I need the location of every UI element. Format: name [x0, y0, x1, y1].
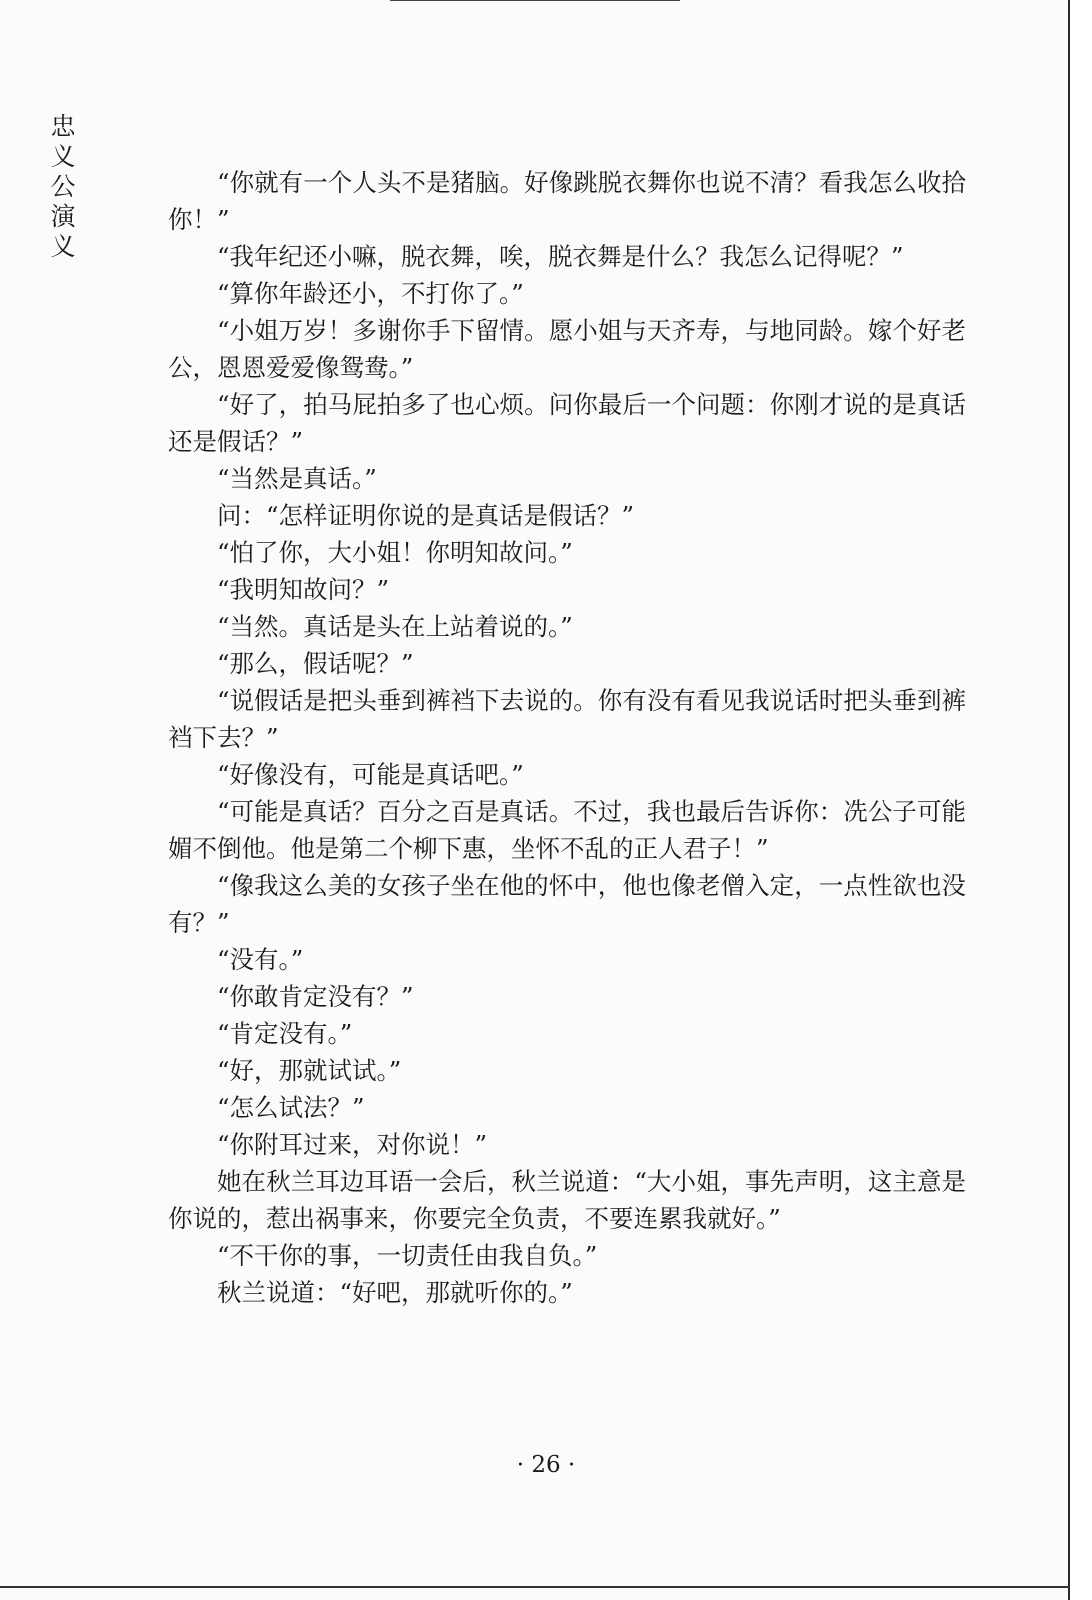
paragraph: “可能是真话？百分之百是真话。不过，我也最后告诉你：冼公子可能媚不倒他。他是第二个柳下惠，坐怀不乱的正人君子！”	[168, 797, 966, 863]
paragraph: “像我这么美的女孩子坐在他的怀中，他也像老僧入定，一点性欲也没有？”	[168, 871, 966, 937]
paragraph: “好像没有，可能是真话吧。”	[217, 760, 524, 789]
paragraph: “小姐万岁！多谢你手下留情。愿小姐与天齐寿，与地同龄。嫁个好老公，恩恩爱爱像鸳鸯。”	[168, 316, 966, 382]
paragraph: “算你年龄还小，不打你了。”	[217, 279, 524, 308]
paragraph: “肯定没有。”	[217, 1019, 353, 1048]
paragraph: “你就有一个人头不是猪脑。好像跳脱衣舞你也说不清？看我怎么收拾你！”	[168, 168, 966, 234]
body-text	[168, 164, 966, 1311]
paragraph: 问：“怎样证明你说的是真话是假话？”	[217, 501, 635, 530]
paragraph: “那么，假话呢？”	[217, 649, 414, 678]
paragraph: “没有。”	[217, 945, 304, 974]
paragraph: “好，那就试试。”	[217, 1056, 402, 1085]
paragraph: “当然。真话是头在上站着说的。”	[217, 612, 573, 641]
page-number: · 26 ·	[516, 1452, 576, 1478]
paragraph: “怎么试法？”	[217, 1093, 365, 1122]
paragraph: “说假话是把头垂到裤裆下去说的。你有没有看见我说话时把头垂到裤裆下去？”	[168, 686, 966, 752]
page-right-edge	[1068, 0, 1092, 1600]
paragraph: “我年纪还小嘛，脱衣舞，唉，脱衣舞是什么？我怎么记得呢？”	[217, 242, 904, 271]
paragraph: “好了，拍马屁拍多了也心烦。问你最后一个问题：你刚才说的是真话还是假话？”	[168, 390, 966, 456]
paragraph: “我明知故问？”	[217, 575, 390, 604]
paragraph: “当然是真话。”	[217, 464, 377, 493]
paragraph: 她在秋兰耳边耳语一会后，秋兰说道：“大小姐，事先声明，这主意是你说的，惹出祸事来，你要完全负责，不要连累我就好。”	[168, 1167, 966, 1233]
bottom-edge-line	[0, 1586, 1070, 1588]
top-edge-line	[390, 0, 680, 1]
paragraph: “你敢肯定没有？”	[217, 982, 414, 1011]
paragraph: “你附耳过来，对你说！”	[217, 1130, 488, 1159]
paragraph: 秋兰说道：“好吧，那就听你的。”	[217, 1278, 573, 1307]
paragraph: “不干你的事，一切责任由我自负。”	[217, 1241, 598, 1270]
running-head-title: 忠义公演义	[50, 112, 76, 261]
paragraph: “怕了你，大小姐！你明知故问。”	[217, 538, 573, 567]
